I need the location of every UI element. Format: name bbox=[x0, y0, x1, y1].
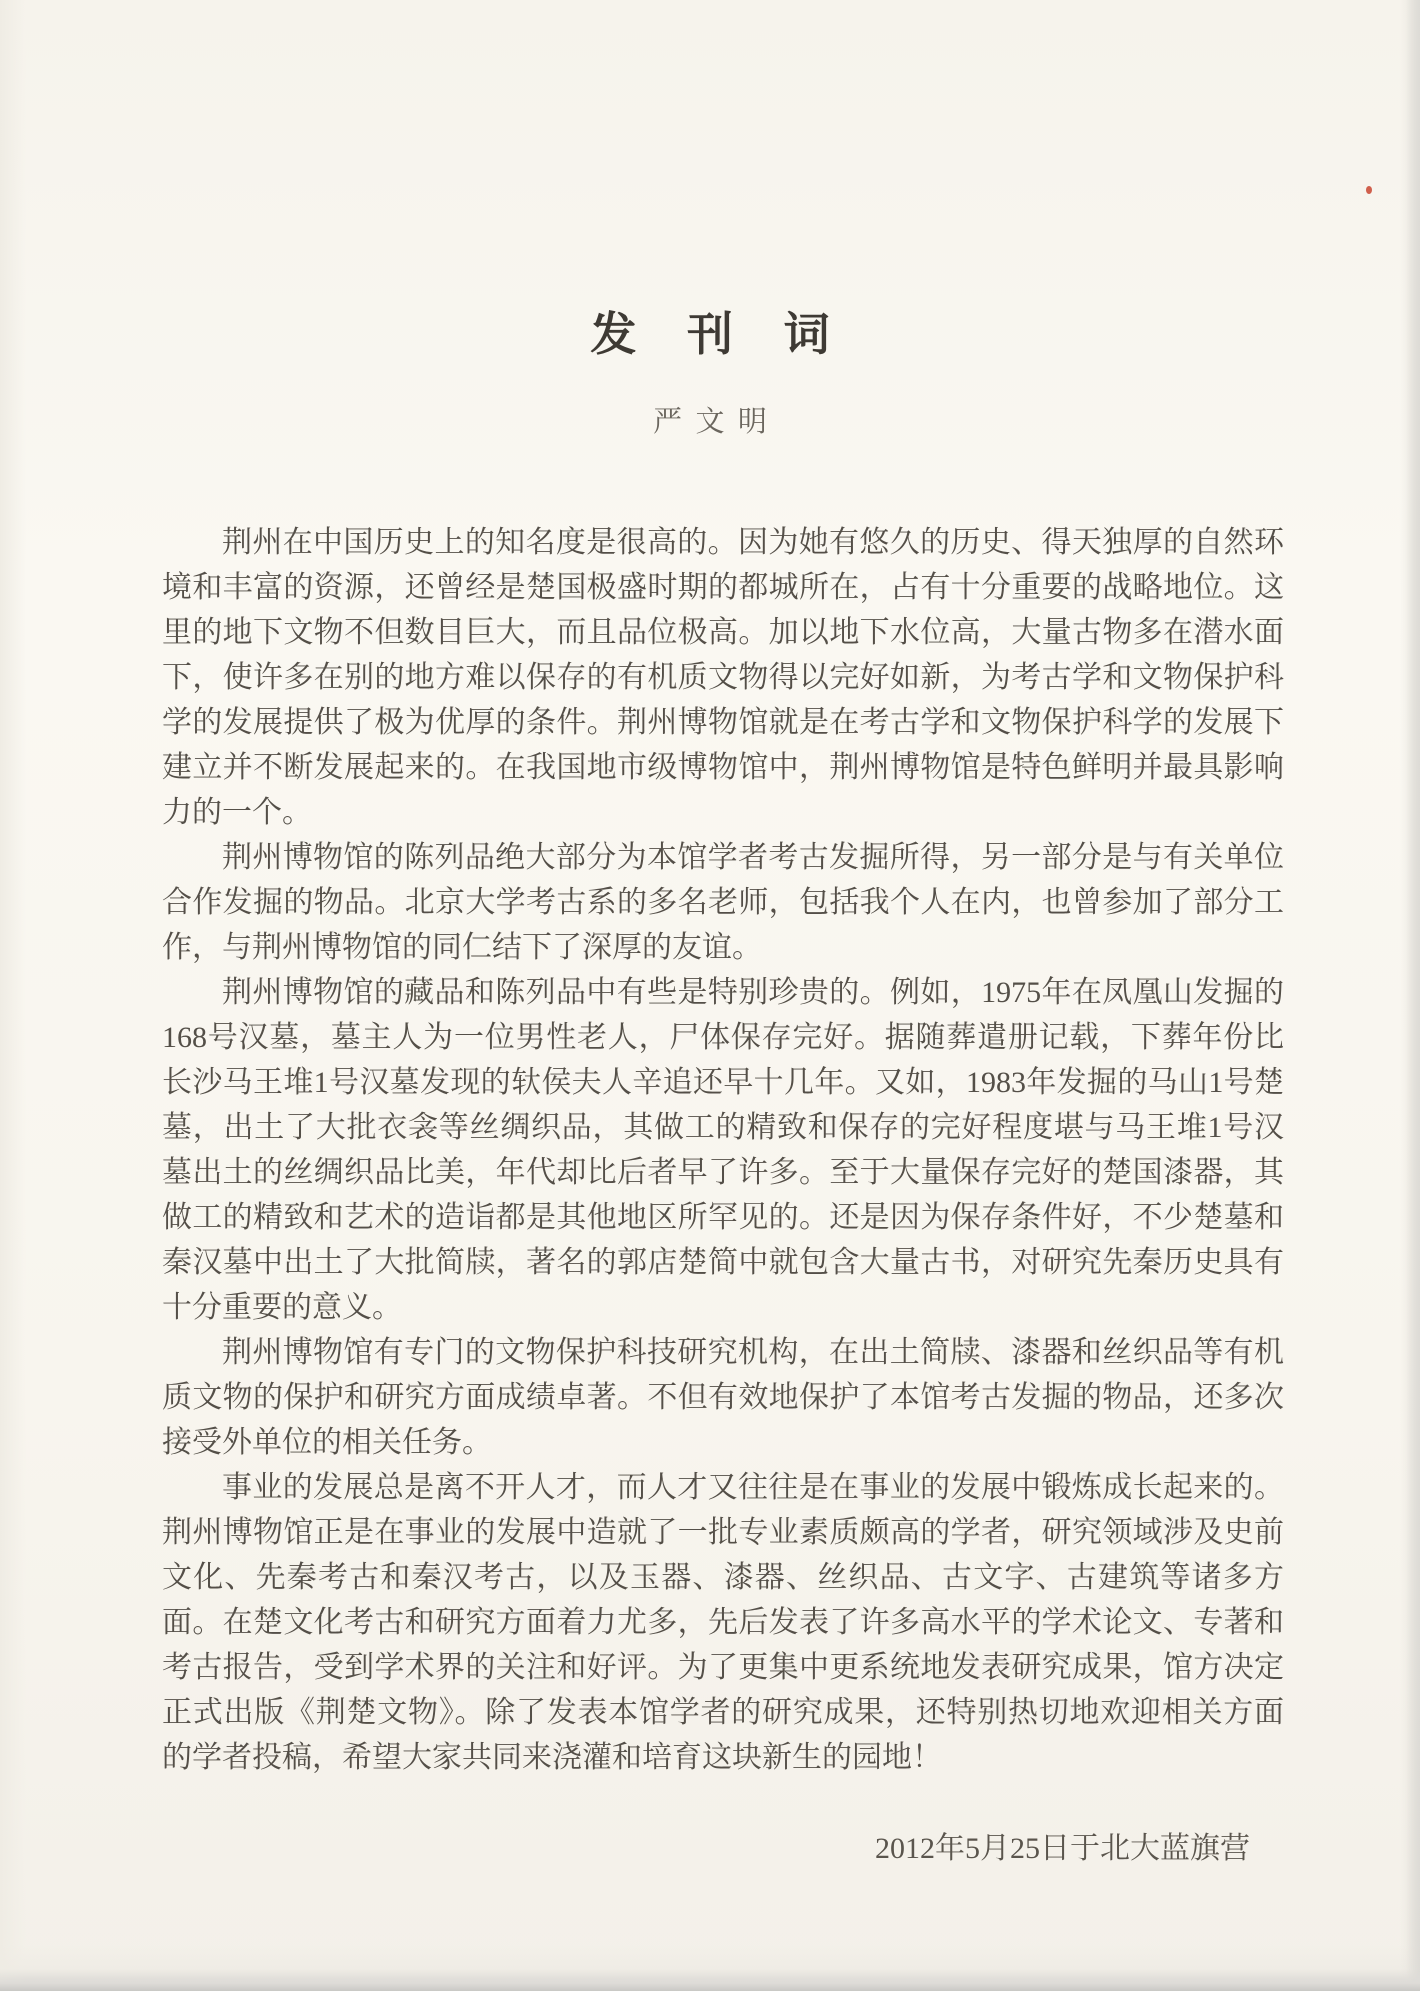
paragraph-2: 荆州博物馆的陈列品绝大部分为本馆学者考古发掘所得，另一部分是与有关单位合作发掘的物品。北京大学考古系的多名老师，包括我个人在内，也曾参加了部分工作，与荆州博物馆的同仁结下了深厚的友谊。 bbox=[162, 841, 1284, 964]
page-edge-shadow-bottom bbox=[0, 1969, 1420, 1991]
paragraph-3: 荆州博物馆的藏品和陈列品中有些是特别珍贵的。例如，1975年在凤凰山发掘的168号汉墓，墓主人为一位男性老人，尸体保存完好。据随葬遣册记载，下葬年份比长沙马王堆1号汉墓发现的轪侯夫人辛追还早十几年。又如，1983年发掘的马山1号楚墓，出土了大批衣衾等丝绸织品，其做工的精致和保存的完好程度堪与马王堆1号汉墓出土的丝绸织品比美，年代却比后者早了许多。至于大量保存完好的楚国漆器，其做工的精致和艺术的造诣都是其他地区所罕见的。还是因为保存条件好，不少楚墓和秦汉墓中出土了大批简牍，著名的郭店楚简中就包含大量古书，对研究先秦历史具有十分重要的意义。 bbox=[162, 976, 1284, 1324]
author-name: 严文明 bbox=[653, 406, 781, 438]
paragraph-1: 荆州在中国历史上的知名度是很高的。因为她有悠久的历史、得天独厚的自然环境和丰富的资源，还曾经是楚国极盛时期的都城所在，占有十分重要的战略地位。这里的地下文物不但数目巨大，而且品位极高。加以地下水位高，大量古物多在潜水面下，使许多在别的地方难以保存的有机质文物得以完好如新，为考古学和文物保护科学的发展提供了极为优厚的条件。荆州博物馆就是在考古学和文物保护科学的发展下建立并不断发展起来的。在我国地市级博物馆中，荆州博物馆是特色鲜明并最具影响力的一个。 bbox=[162, 526, 1284, 829]
paragraph-5: 事业的发展总是离不开人才，而人才又往往是在事业的发展中锻炼成长起来的。荆州博物馆正是在事业的发展中造就了一批专业素质颇高的学者，研究领域涉及史前文化、先秦考古和秦汉考古，以及玉器、漆器、丝织品、古文字、古建筑等诸多方面。在楚文化考古和研究方面着力尤多，先后发表了许多高水平的学术论文、专著和考古报告，受到学术界的关注和好评。为了更集中更系统地发表研究成果，馆方决定正式出版《荆楚文物》。除了发表本馆学者的研究成果，还特别热切地欢迎相关方面的学者投稿，希望大家共同来浇灌和培育这块新生的园地！ bbox=[162, 1471, 1284, 1774]
article-body bbox=[162, 520, 1284, 1780]
page-edge-shadow-right bbox=[1406, 0, 1420, 1991]
page-title: 发刊词 bbox=[590, 308, 881, 360]
paragraph-4: 荆州博物馆有专门的文物保护科技研究机构，在出土简牍、漆器和丝织品等有机质文物的保护和研究方面成绩卓著。不但有效地保护了本馆考古发掘的物品，还多次接受外单位的相关任务。 bbox=[162, 1336, 1284, 1459]
dateline: 2012年5月25日于北大蓝旗营 bbox=[875, 1832, 1250, 1865]
red-ink-speck bbox=[1366, 186, 1372, 194]
